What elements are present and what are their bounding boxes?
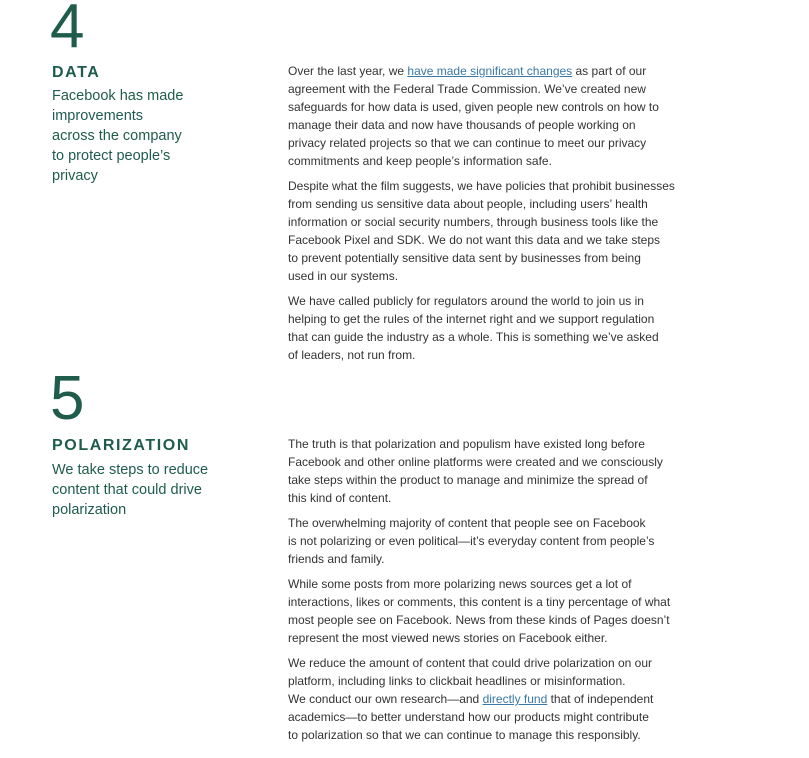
section-heading: POLARIZATION [52, 437, 191, 454]
significant-changes-link[interactable]: have made significant changes [407, 64, 573, 78]
section-heading: DATA [52, 64, 101, 81]
paragraph: Over the last year, we have made significant changes as part of our agreement with the Federal Trade Commission. We’ve created new safeguards for how data is used, given people new controls on how to manage their data and now have thousands of people working on privacy related projects so that we can continue to meet our privacy commitments and keep people’s information safe. [288, 64, 659, 168]
paragraph: While some posts from more polarizing news sources get a lot of interactions, likes or comments, this content is a tiny percentage of what most people see on Facebook. News from these kinds of Pages doesn’t represent the most viewed news stories on Facebook either. [288, 577, 671, 645]
paragraph: Despite what the film suggests, we have policies that prohibit businesses from sending us sensitive data about people, including users’ health information or social security numbers, through business tools like the Facebook Pixel and SDK. We do not want this data and we take steps to prevent potentially sensitive data sent by businesses from being used in our systems. [288, 179, 675, 283]
paragraph: We have called publicly for regulators around the world to join us in helping to get the rules of the internet right and we support regulation that can guide the industry as a whole. This is something we’ve asked of leaders, not run from. [288, 294, 659, 362]
section-body [288, 435, 728, 751]
section-subheading: Facebook has made improvements across the company to protect people’s privacy [52, 88, 184, 184]
section-body [288, 62, 728, 371]
section-subheading: We take steps to reduce content that could drive polarization [52, 462, 209, 518]
section-number: 4 [50, 0, 85, 61]
section-number: 5 [50, 364, 85, 433]
directly-fund-link[interactable]: directly fund [482, 692, 548, 706]
paragraph: We reduce the amount of content that could drive polarization on our platform, including links to clickbait headlines or misinformation. We conduct our own research—and directly fund that of independent academics—to better understand how our products might contribute to polarization so that we can continue to manage this responsibly. [288, 656, 654, 742]
paragraph: The overwhelming majority of content that people see on Facebook is not polarizing or even political—it’s everyday content from people’s friends and family. [288, 516, 655, 566]
paragraph: The truth is that polarization and populism have existed long before Facebook and other online platforms were created and we consciously take steps within the product to manage and minimize the spread of this kind of content. [288, 437, 663, 505]
